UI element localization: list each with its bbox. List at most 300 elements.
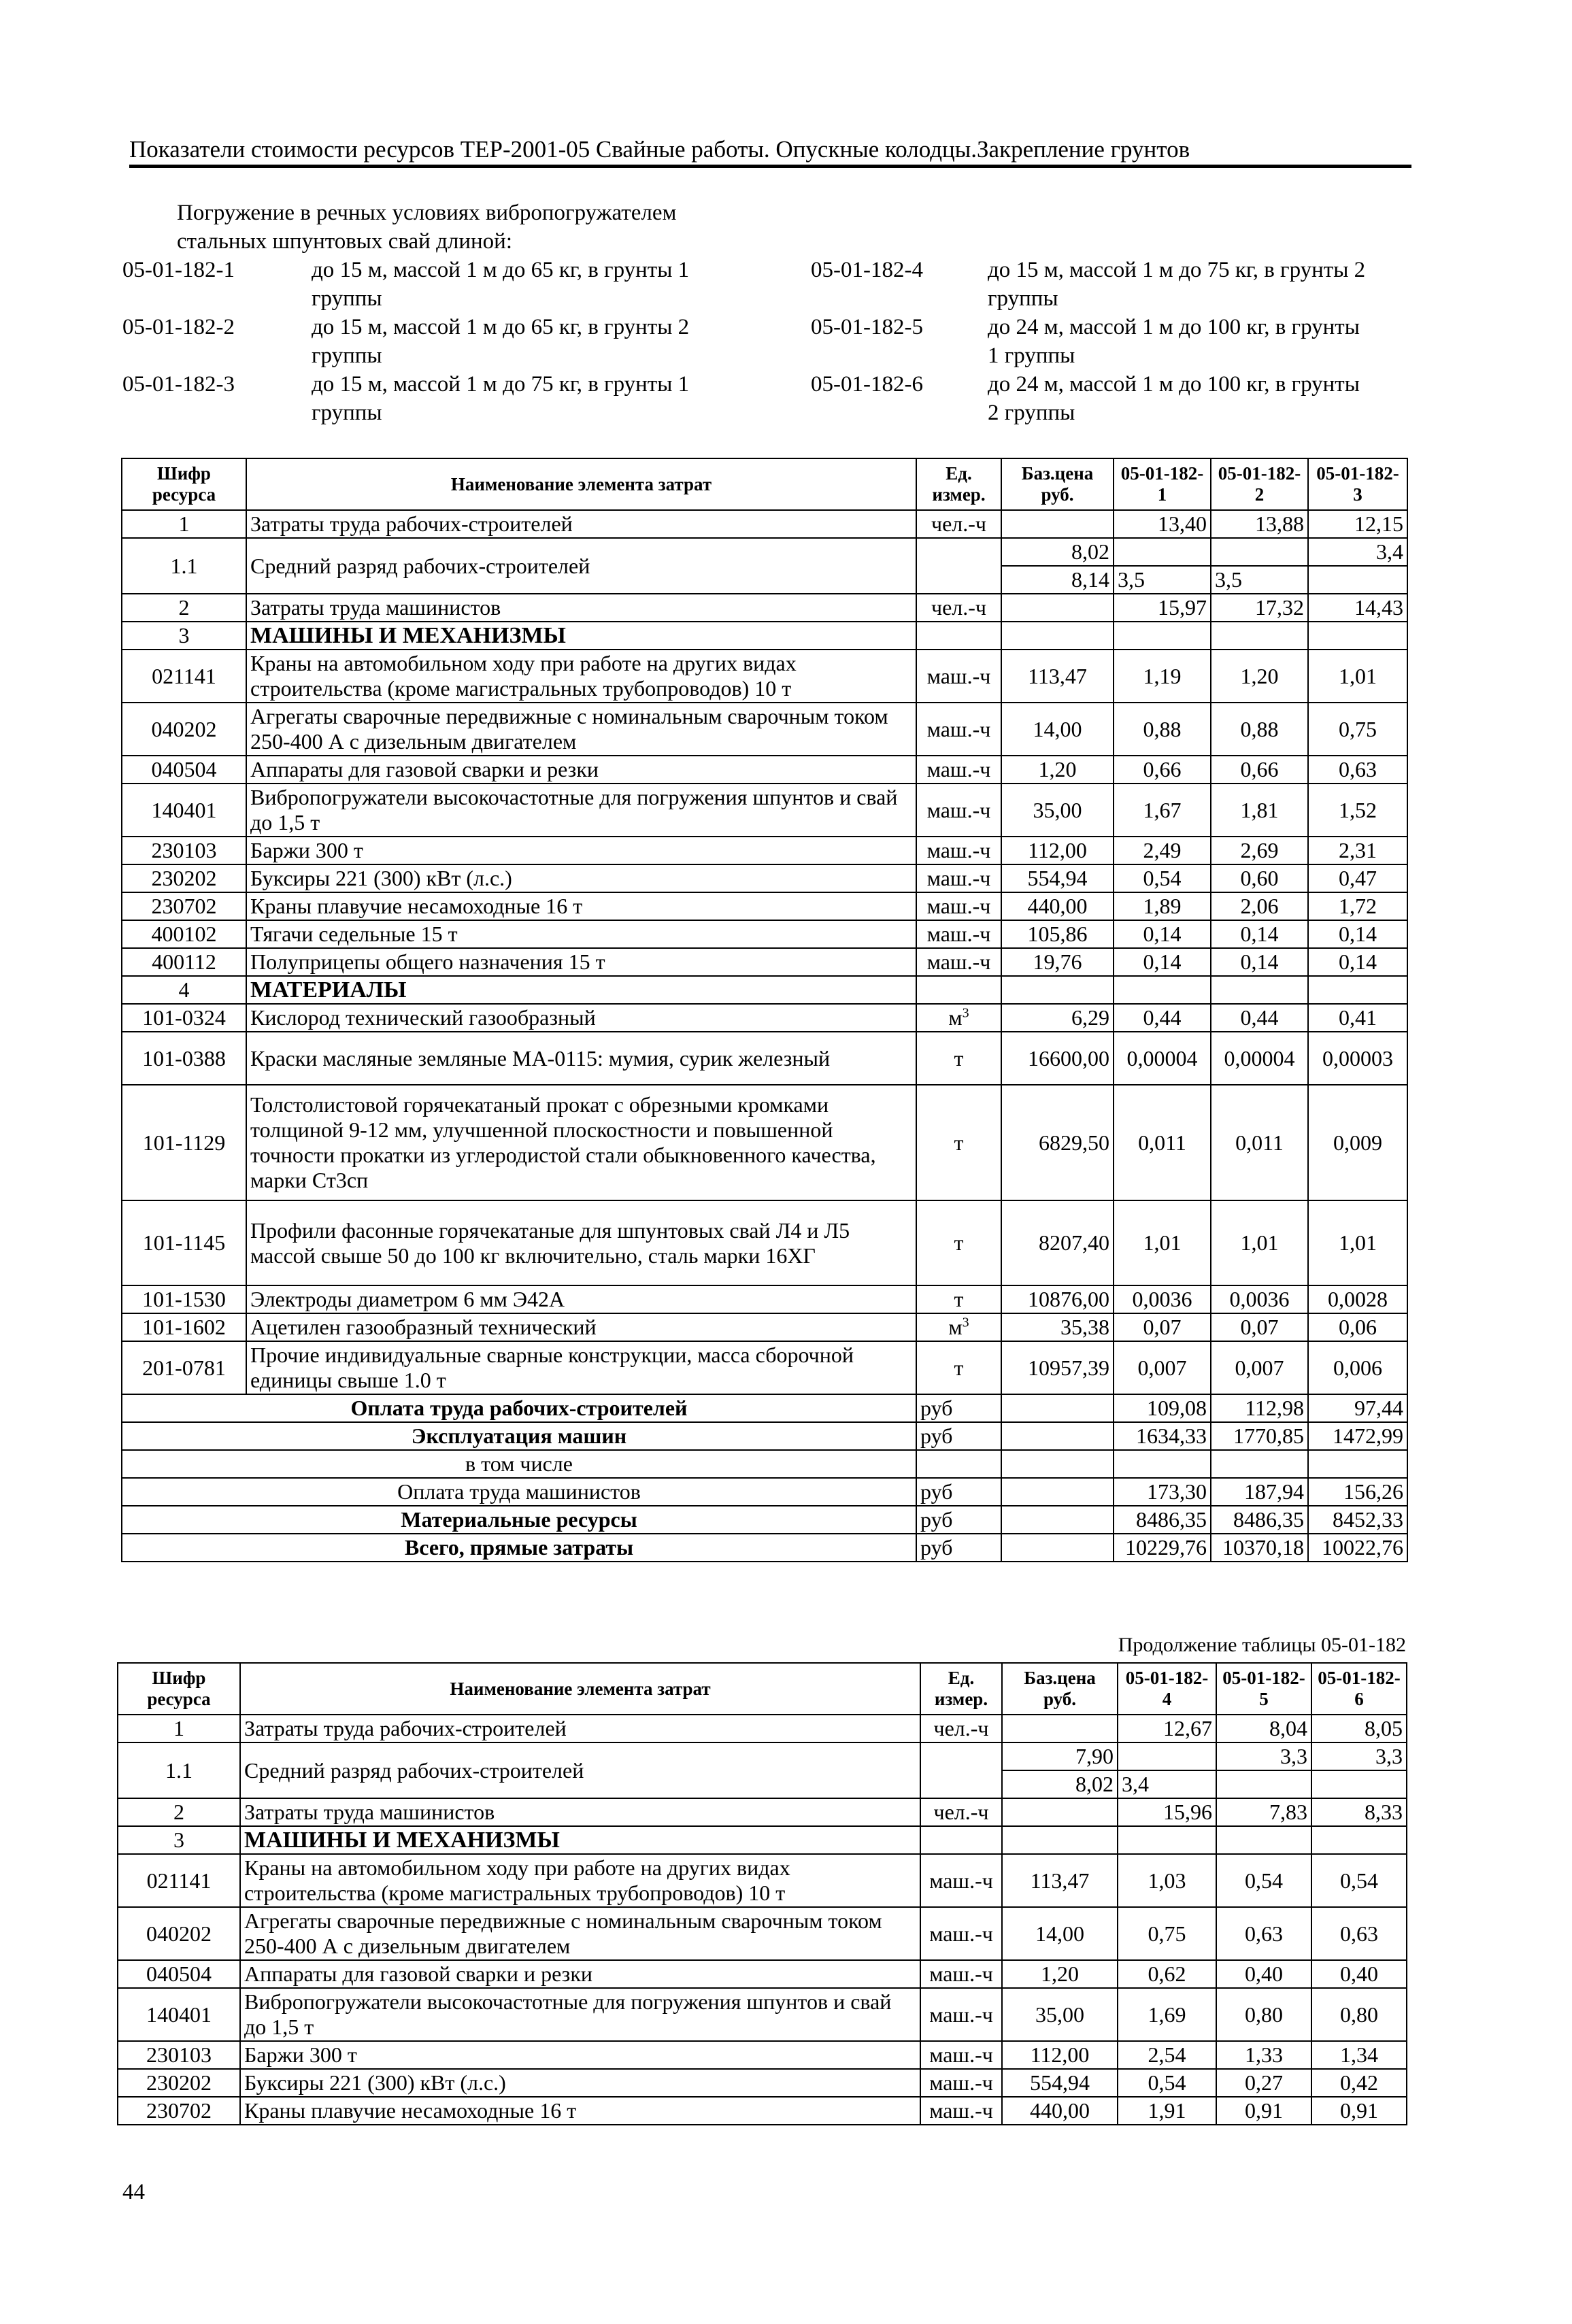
cell-value: 2,06 bbox=[1211, 892, 1308, 920]
continuation-label: Продолжение таблицы 05-01-182 bbox=[1118, 1634, 1406, 1656]
variant-code: 05-01-182-6 bbox=[811, 372, 923, 397]
cell-value: 0,011 bbox=[1211, 1085, 1308, 1200]
cell-code: 140401 bbox=[118, 1988, 240, 2041]
variant-desc: до 24 м, массой 1 м до 100 кг, в грунты 2 группы bbox=[988, 372, 1360, 425]
cell-value: 1,81 bbox=[1211, 784, 1308, 837]
cell-code: 021141 bbox=[118, 1854, 240, 1907]
cell-value: 0,44 bbox=[1114, 1004, 1211, 1032]
cell-price: 8,02 bbox=[1001, 538, 1114, 566]
cell-value: 0,009 bbox=[1308, 1085, 1407, 1200]
cell-name: Буксиры 221 (300) кВт (л.с.) bbox=[246, 864, 916, 892]
cell-code: 101-0324 bbox=[122, 1004, 246, 1032]
intro-title-line-1: Погружение в речных условиях вибропогружателем bbox=[177, 201, 677, 225]
col-header-variant: 05-01-182-2 bbox=[1211, 458, 1308, 510]
summary-row bbox=[122, 1394, 1407, 1422]
cell-value: 0,0036 bbox=[1114, 1285, 1211, 1313]
cell-value: 0,75 bbox=[1308, 703, 1407, 756]
cell-code: 1.1 bbox=[118, 1742, 240, 1798]
cell-code: 021141 bbox=[122, 650, 246, 703]
cell-price: 6,29 bbox=[1001, 1004, 1114, 1032]
cell-price: 8207,40 bbox=[1001, 1200, 1114, 1285]
cell-value: 0,14 bbox=[1114, 948, 1211, 976]
cell-price: 1,20 bbox=[1002, 1960, 1118, 1988]
variant-row bbox=[122, 370, 1415, 427]
cell-value: 0,40 bbox=[1311, 1960, 1407, 1988]
cell-value: 0,54 bbox=[1311, 1854, 1407, 1907]
cell-price: 35,38 bbox=[1001, 1313, 1114, 1341]
cell-value: 0,91 bbox=[1311, 2097, 1407, 2125]
cell-value: 2,69 bbox=[1211, 837, 1308, 864]
cell-value: 0,14 bbox=[1308, 948, 1407, 976]
cell-unit: маш.-ч bbox=[916, 892, 1001, 920]
cell-unit: маш.-ч bbox=[916, 837, 1001, 864]
cell-value: 1,89 bbox=[1114, 892, 1211, 920]
cell-value: 187,94 bbox=[1211, 1478, 1308, 1506]
cell-price: 10957,39 bbox=[1001, 1341, 1114, 1394]
cell-value: 0,006 bbox=[1308, 1341, 1407, 1394]
cell-name: Баржи 300 т bbox=[246, 837, 916, 864]
cell-value: 10022,76 bbox=[1308, 1534, 1407, 1562]
cell-code: 230202 bbox=[122, 864, 246, 892]
cell-value: 3,3 bbox=[1311, 1742, 1407, 1770]
variant-code: 05-01-182-5 bbox=[811, 315, 923, 339]
table-row bbox=[122, 594, 1407, 622]
table-row bbox=[118, 1715, 1407, 1742]
cell-value: 0,47 bbox=[1308, 864, 1407, 892]
cell-price bbox=[1002, 1715, 1118, 1742]
cell-unit bbox=[916, 538, 1001, 594]
col-header-price: Баз.цена руб. bbox=[1002, 1663, 1118, 1715]
cell-name: Баржи 300 т bbox=[240, 2041, 920, 2069]
summary-label: Материальные ресурсы bbox=[122, 1506, 916, 1534]
col-header-variant: 05-01-182-3 bbox=[1308, 458, 1407, 510]
cell-code: 2 bbox=[118, 1798, 240, 1826]
cell-code: 101-1145 bbox=[122, 1200, 246, 1285]
table-row bbox=[118, 1907, 1407, 1960]
cell-value: 0,80 bbox=[1216, 1988, 1311, 2041]
cell-value: 13,40 bbox=[1114, 510, 1211, 538]
summary-label: Эксплуатация машин bbox=[122, 1422, 916, 1450]
cell-value: 0,62 bbox=[1118, 1960, 1216, 1988]
cell-value: 0,63 bbox=[1308, 756, 1407, 784]
cell-value: 1,34 bbox=[1311, 2041, 1407, 2069]
variant-code: 05-01-182-2 bbox=[122, 315, 235, 339]
cell-value: 12,67 bbox=[1118, 1715, 1216, 1742]
table-row bbox=[122, 784, 1407, 837]
cell-value: 14,43 bbox=[1308, 594, 1407, 622]
summary-row bbox=[122, 1422, 1407, 1450]
cell-unit: маш.-ч bbox=[916, 864, 1001, 892]
cell-value: 0,54 bbox=[1118, 2069, 1216, 2097]
cell-code: 4 bbox=[122, 976, 246, 1004]
summary-row bbox=[122, 1506, 1407, 1534]
col-header-name: Наименование элемента затрат bbox=[246, 458, 916, 510]
col-header-variant: 05-01-182-6 bbox=[1311, 1663, 1407, 1715]
table-row bbox=[118, 1798, 1407, 1826]
cell-unit: руб bbox=[916, 1506, 1001, 1534]
table-row bbox=[118, 2041, 1407, 2069]
cell-value: 1,20 bbox=[1211, 650, 1308, 703]
table-row bbox=[118, 1960, 1407, 1988]
cell-value: 0,07 bbox=[1211, 1313, 1308, 1341]
table-row bbox=[122, 864, 1407, 892]
cell-name: Агрегаты сварочные передвижные с номинальным сварочным током 250-400 А с дизельным двигателем bbox=[246, 703, 916, 756]
cell-value: 0,91 bbox=[1216, 2097, 1311, 2125]
cell-price: 8,02 bbox=[1002, 1770, 1118, 1798]
cell-value: 2,31 bbox=[1308, 837, 1407, 864]
intro-title-line-2: стальных шпунтовых свай длиной: bbox=[177, 229, 512, 254]
cell-value: 13,88 bbox=[1211, 510, 1308, 538]
cell-price: 554,94 bbox=[1001, 864, 1114, 892]
cell-unit: маш.-ч bbox=[916, 784, 1001, 837]
table-row bbox=[118, 1854, 1407, 1907]
cell-value: 3,5 bbox=[1211, 566, 1308, 594]
cell-name: Полуприцепы общего назначения 15 т bbox=[246, 948, 916, 976]
cell-unit: чел.-ч bbox=[920, 1715, 1002, 1742]
cell-unit: маш.-ч bbox=[920, 2097, 1002, 2125]
cell-value: 0,00004 bbox=[1211, 1032, 1308, 1085]
cell-value: 1,19 bbox=[1114, 650, 1211, 703]
cell-price: 8,14 bbox=[1001, 566, 1114, 594]
cell-value bbox=[1216, 1770, 1311, 1798]
cell-value: 10370,18 bbox=[1211, 1534, 1308, 1562]
cell-name: Профили фасонные горячекатаные для шпунтовых свай Л4 и Л5 массой свыше 50 до 100 кг включительно, сталь марки 16ХГ bbox=[246, 1200, 916, 1285]
variant-desc: до 15 м, массой 1 м до 65 кг, в грунты 1 группы bbox=[312, 258, 690, 311]
col-header-variant: 05-01-182-1 bbox=[1114, 458, 1211, 510]
cell-name: Буксиры 221 (300) кВт (л.с.) bbox=[240, 2069, 920, 2097]
cell-value: 0,88 bbox=[1211, 703, 1308, 756]
table-row bbox=[118, 1988, 1407, 2041]
cell-value: 109,08 bbox=[1114, 1394, 1211, 1422]
variant-desc: до 15 м, массой 1 м до 75 кг, в грунты 1 группы bbox=[312, 372, 690, 425]
table-row bbox=[118, 2069, 1407, 2097]
cell-code: 230202 bbox=[118, 2069, 240, 2097]
cell-value: 3,3 bbox=[1216, 1742, 1311, 1770]
table-row bbox=[122, 703, 1407, 756]
cell-name: Электроды диаметром 6 мм Э42А bbox=[246, 1285, 916, 1313]
cell-name: Агрегаты сварочные передвижные с номинальным сварочным током 250-400 А с дизельным двигателем bbox=[240, 1907, 920, 1960]
cell-code: 040504 bbox=[122, 756, 246, 784]
col-header-variant: 05-01-182-4 bbox=[1118, 1663, 1216, 1715]
cell-value: 0,42 bbox=[1311, 2069, 1407, 2097]
cell-code: 101-1129 bbox=[122, 1085, 246, 1200]
cell-price: 105,86 bbox=[1001, 920, 1114, 948]
cell-value: 7,83 bbox=[1216, 1798, 1311, 1826]
cell-code: 400112 bbox=[122, 948, 246, 976]
cell-code: 3 bbox=[118, 1826, 240, 1854]
variant-code: 05-01-182-3 bbox=[122, 372, 235, 397]
cell-code: 1 bbox=[118, 1715, 240, 1742]
cell-unit: маш.-ч bbox=[916, 650, 1001, 703]
cell-code: 230103 bbox=[118, 2041, 240, 2069]
variant-row bbox=[122, 313, 1415, 370]
cell-value: 97,44 bbox=[1308, 1394, 1407, 1422]
cell-unit: маш.-ч bbox=[916, 703, 1001, 756]
section-row bbox=[122, 622, 1407, 650]
cell-code: 040202 bbox=[118, 1907, 240, 1960]
cell-value: 0,41 bbox=[1308, 1004, 1407, 1032]
cell-code: 140401 bbox=[122, 784, 246, 837]
table-header-row bbox=[122, 458, 1407, 510]
cell-value: 3,4 bbox=[1118, 1770, 1216, 1798]
cell-value: 0,66 bbox=[1114, 756, 1211, 784]
cell-value: 0,54 bbox=[1216, 1854, 1311, 1907]
section-row bbox=[122, 976, 1407, 1004]
cell-price: 112,00 bbox=[1002, 2041, 1118, 2069]
table-row bbox=[118, 1742, 1407, 1770]
cell-name: Затраты труда машинистов bbox=[240, 1798, 920, 1826]
intro-block bbox=[122, 199, 1415, 427]
cell-name: Кислород технический газообразный bbox=[246, 1004, 916, 1032]
cell-price: 440,00 bbox=[1001, 892, 1114, 920]
table-header-row bbox=[118, 1663, 1407, 1715]
variant-desc: до 15 м, массой 1 м до 65 кг, в грунты 2 группы bbox=[312, 315, 690, 368]
cell-price: 14,00 bbox=[1002, 1907, 1118, 1960]
cell-price: 112,00 bbox=[1001, 837, 1114, 864]
cell-name: Краны плавучие несамоходные 16 т bbox=[240, 2097, 920, 2125]
cell-code: 201-0781 bbox=[122, 1341, 246, 1394]
col-header-unit: Ед. измер. bbox=[916, 458, 1001, 510]
cell-code: 230702 bbox=[118, 2097, 240, 2125]
cell-unit: маш.-ч bbox=[920, 2041, 1002, 2069]
variant-desc: до 15 м, массой 1 м до 75 кг, в грунты 2 группы bbox=[988, 258, 1366, 311]
cell-code: 101-1602 bbox=[122, 1313, 246, 1341]
summary-label: Оплата труда машинистов bbox=[122, 1478, 916, 1506]
cell-unit: маш.-ч bbox=[916, 948, 1001, 976]
cell-code: 1.1 bbox=[122, 538, 246, 594]
cell-code: 040504 bbox=[118, 1960, 240, 1988]
cell-value: 12,15 bbox=[1308, 510, 1407, 538]
cell-value: 1634,33 bbox=[1114, 1422, 1211, 1450]
resource-table-1 bbox=[121, 458, 1407, 1562]
cell-value: 1,72 bbox=[1308, 892, 1407, 920]
table-row bbox=[122, 510, 1407, 538]
cell-unit: маш.-ч bbox=[916, 920, 1001, 948]
cell-value: 1,01 bbox=[1211, 1200, 1308, 1285]
col-header-code: Шифр ресурса bbox=[122, 458, 246, 510]
cell-name: Вибропогружатели высокочастотные для погружения шпунтов и свай до 1,5 т bbox=[246, 784, 916, 837]
cell-price: 35,00 bbox=[1001, 784, 1114, 837]
variant-row bbox=[122, 256, 1415, 313]
cell-value: 3,4 bbox=[1308, 538, 1407, 566]
cell-unit: т bbox=[916, 1341, 1001, 1394]
cell-value: 1770,85 bbox=[1211, 1422, 1308, 1450]
cell-value: 0,007 bbox=[1211, 1341, 1308, 1394]
cell-value: 0,63 bbox=[1216, 1907, 1311, 1960]
section-title: МАШИНЫ И МЕХАНИЗМЫ bbox=[240, 1826, 920, 1854]
cell-unit: чел.-ч bbox=[916, 594, 1001, 622]
table-row bbox=[122, 948, 1407, 976]
cell-unit: руб bbox=[916, 1478, 1001, 1506]
table-row bbox=[122, 1200, 1407, 1285]
cell-value: 1,67 bbox=[1114, 784, 1211, 837]
cell-value: 8486,35 bbox=[1211, 1506, 1308, 1534]
table-row bbox=[122, 892, 1407, 920]
running-header: Показатели стоимости ресурсов ТЕР-2001-05 Свайные работы. Опускные колодцы.Закрепление грунтов bbox=[129, 136, 1411, 168]
cell-value: 0,00004 bbox=[1114, 1032, 1211, 1085]
cell-value: 8,04 bbox=[1216, 1715, 1311, 1742]
cell-unit: т bbox=[916, 1085, 1001, 1200]
cell-value: 0,0036 bbox=[1211, 1285, 1308, 1313]
cell-code: 1 bbox=[122, 510, 246, 538]
cell-value: 15,96 bbox=[1118, 1798, 1216, 1826]
col-header-code: Шифр ресурса bbox=[118, 1663, 240, 1715]
cell-price: 6829,50 bbox=[1001, 1085, 1114, 1200]
cell-name: Средний разряд рабочих-строителей bbox=[246, 538, 916, 594]
cell-unit: руб bbox=[916, 1422, 1001, 1450]
cell-unit: чел.-ч bbox=[916, 510, 1001, 538]
cell-value: 0,40 bbox=[1216, 1960, 1311, 1988]
cell-value: 3,5 bbox=[1114, 566, 1211, 594]
cell-value: 1,69 bbox=[1118, 1988, 1216, 2041]
cell-unit: т bbox=[916, 1032, 1001, 1085]
variant-code: 05-01-182-1 bbox=[122, 258, 235, 282]
cell-value: 2,49 bbox=[1114, 837, 1211, 864]
cell-value: 8,33 bbox=[1311, 1798, 1407, 1826]
summary-label: в том числе bbox=[122, 1450, 916, 1478]
cell-code: 101-0388 bbox=[122, 1032, 246, 1085]
table-row bbox=[122, 837, 1407, 864]
cell-value: 0,63 bbox=[1311, 1907, 1407, 1960]
cell-value: 0,007 bbox=[1114, 1341, 1211, 1394]
cell-code: 230702 bbox=[122, 892, 246, 920]
cell-unit: руб bbox=[916, 1394, 1001, 1422]
cell-value: 0,44 bbox=[1211, 1004, 1308, 1032]
cell-name: Затраты труда рабочих-строителей bbox=[246, 510, 916, 538]
cell-value: 0,27 bbox=[1216, 2069, 1311, 2097]
cell-name: Краны на автомобильном ходу при работе на других видах строительства (кроме магистральных трубопроводов) 10 т bbox=[246, 650, 916, 703]
table-row bbox=[122, 756, 1407, 784]
cell-value: 112,98 bbox=[1211, 1394, 1308, 1422]
cell-value bbox=[1308, 566, 1407, 594]
cell-value: 0,80 bbox=[1311, 1988, 1407, 2041]
cell-value: 1,91 bbox=[1118, 2097, 1216, 2125]
cell-value: 0,14 bbox=[1308, 920, 1407, 948]
cell-name: Краны плавучие несамоходные 16 т bbox=[246, 892, 916, 920]
table-row bbox=[122, 538, 1407, 566]
cell-name: Прочие индивидуальные сварные конструкции, масса сборочной единицы свыше 1.0 т bbox=[246, 1341, 916, 1394]
table-row bbox=[122, 1004, 1407, 1032]
cell-price: 10876,00 bbox=[1001, 1285, 1114, 1313]
cell-value: 1,01 bbox=[1308, 1200, 1407, 1285]
summary-row bbox=[122, 1478, 1407, 1506]
cell-value: 1,01 bbox=[1308, 650, 1407, 703]
cell-value: 8,05 bbox=[1311, 1715, 1407, 1742]
cell-value: 10229,76 bbox=[1114, 1534, 1211, 1562]
table-row bbox=[118, 2097, 1407, 2125]
cell-unit: маш.-ч bbox=[920, 2069, 1002, 2097]
cell-value bbox=[1311, 1770, 1407, 1798]
cell-price: 554,94 bbox=[1002, 2069, 1118, 2097]
cell-unit: маш.-ч bbox=[916, 756, 1001, 784]
table-row bbox=[122, 1341, 1407, 1394]
cell-value: 8452,33 bbox=[1308, 1506, 1407, 1534]
cell-value: 0,14 bbox=[1114, 920, 1211, 948]
cell-value: 156,26 bbox=[1308, 1478, 1407, 1506]
cell-price: 19,76 bbox=[1001, 948, 1114, 976]
variant-code: 05-01-182-4 bbox=[811, 258, 923, 282]
cell-value: 0,54 bbox=[1114, 864, 1211, 892]
cell-unit: маш.-ч bbox=[920, 1907, 1002, 1960]
cell-value: 17,32 bbox=[1211, 594, 1308, 622]
cell-name: Краски масляные земляные МА-0115: мумия, сурик железный bbox=[246, 1032, 916, 1085]
cell-value: 1,01 bbox=[1114, 1200, 1211, 1285]
cell-price: 7,90 bbox=[1002, 1742, 1118, 1770]
cell-code: 040202 bbox=[122, 703, 246, 756]
cell-unit: руб bbox=[916, 1534, 1001, 1562]
cell-unit: $м^3$ bbox=[916, 1313, 1001, 1341]
cell-value: 2,54 bbox=[1118, 2041, 1216, 2069]
cell-value: 0,06 bbox=[1308, 1313, 1407, 1341]
cell-value bbox=[1211, 538, 1308, 566]
summary-label: Оплата труда рабочих-строителей bbox=[122, 1394, 916, 1422]
page-number: 44 bbox=[122, 2180, 145, 2204]
cell-name: Средний разряд рабочих-строителей bbox=[240, 1742, 920, 1798]
table-row bbox=[122, 1085, 1407, 1200]
summary-label: Всего, прямые затраты bbox=[122, 1534, 916, 1562]
cell-value: 173,30 bbox=[1114, 1478, 1211, 1506]
cell-value: 1,33 bbox=[1216, 2041, 1311, 2069]
cell-value: 1,52 bbox=[1308, 784, 1407, 837]
summary-row bbox=[122, 1450, 1407, 1478]
section-title: МАШИНЫ И МЕХАНИЗМЫ bbox=[246, 622, 916, 650]
table-row bbox=[122, 1285, 1407, 1313]
cell-name: Аппараты для газовой сварки и резки bbox=[246, 756, 916, 784]
cell-unit: маш.-ч bbox=[920, 1988, 1002, 2041]
cell-value bbox=[1118, 1742, 1216, 1770]
cell-unit: $м^3$ bbox=[916, 1004, 1001, 1032]
cell-value: 0,0028 bbox=[1308, 1285, 1407, 1313]
cell-price bbox=[1001, 594, 1114, 622]
cell-name: Вибропогружатели высокочастотные для погружения шпунтов и свай до 1,5 т bbox=[240, 1988, 920, 2041]
cell-name: Ацетилен газообразный технический bbox=[246, 1313, 916, 1341]
col-header-unit: Ед. измер. bbox=[920, 1663, 1002, 1715]
cell-unit: чел.-ч bbox=[920, 1798, 1002, 1826]
cell-value: 1472,99 bbox=[1308, 1422, 1407, 1450]
cell-value: 15,97 bbox=[1114, 594, 1211, 622]
cell-code: 3 bbox=[122, 622, 246, 650]
table-row bbox=[122, 920, 1407, 948]
section-title: МАТЕРИАЛЫ bbox=[246, 976, 916, 1004]
cell-value: 0,66 bbox=[1211, 756, 1308, 784]
cell-value: 0,14 bbox=[1211, 948, 1308, 976]
cell-price bbox=[1002, 1798, 1118, 1826]
variant-desc: до 24 м, массой 1 м до 100 кг, в грунты 1 группы bbox=[988, 315, 1360, 368]
cell-value: 8486,35 bbox=[1114, 1506, 1211, 1534]
cell-value: 1,03 bbox=[1118, 1854, 1216, 1907]
cell-price: 35,00 bbox=[1002, 1988, 1118, 2041]
cell-price: 113,47 bbox=[1001, 650, 1114, 703]
cell-value: 0,07 bbox=[1114, 1313, 1211, 1341]
cell-name: Краны на автомобильном ходу при работе на других видах строительства (кроме магистральных трубопроводов) 10 т bbox=[240, 1854, 920, 1907]
cell-name: Тягачи седельные 15 т bbox=[246, 920, 916, 948]
cell-code: 2 bbox=[122, 594, 246, 622]
cell-value: 0,14 bbox=[1211, 920, 1308, 948]
summary-row bbox=[122, 1534, 1407, 1562]
col-header-price: Баз.цена руб. bbox=[1001, 458, 1114, 510]
cell-price bbox=[1001, 510, 1114, 538]
table-row bbox=[122, 650, 1407, 703]
cell-price: 1,20 bbox=[1001, 756, 1114, 784]
table-row bbox=[122, 1032, 1407, 1085]
cell-code: 400102 bbox=[122, 920, 246, 948]
cell-price: 16600,00 bbox=[1001, 1032, 1114, 1085]
col-header-name: Наименование элемента затрат bbox=[240, 1663, 920, 1715]
cell-code: 101-1530 bbox=[122, 1285, 246, 1313]
cell-value: 0,011 bbox=[1114, 1085, 1211, 1200]
cell-value: 0,00003 bbox=[1308, 1032, 1407, 1085]
section-row bbox=[118, 1826, 1407, 1854]
